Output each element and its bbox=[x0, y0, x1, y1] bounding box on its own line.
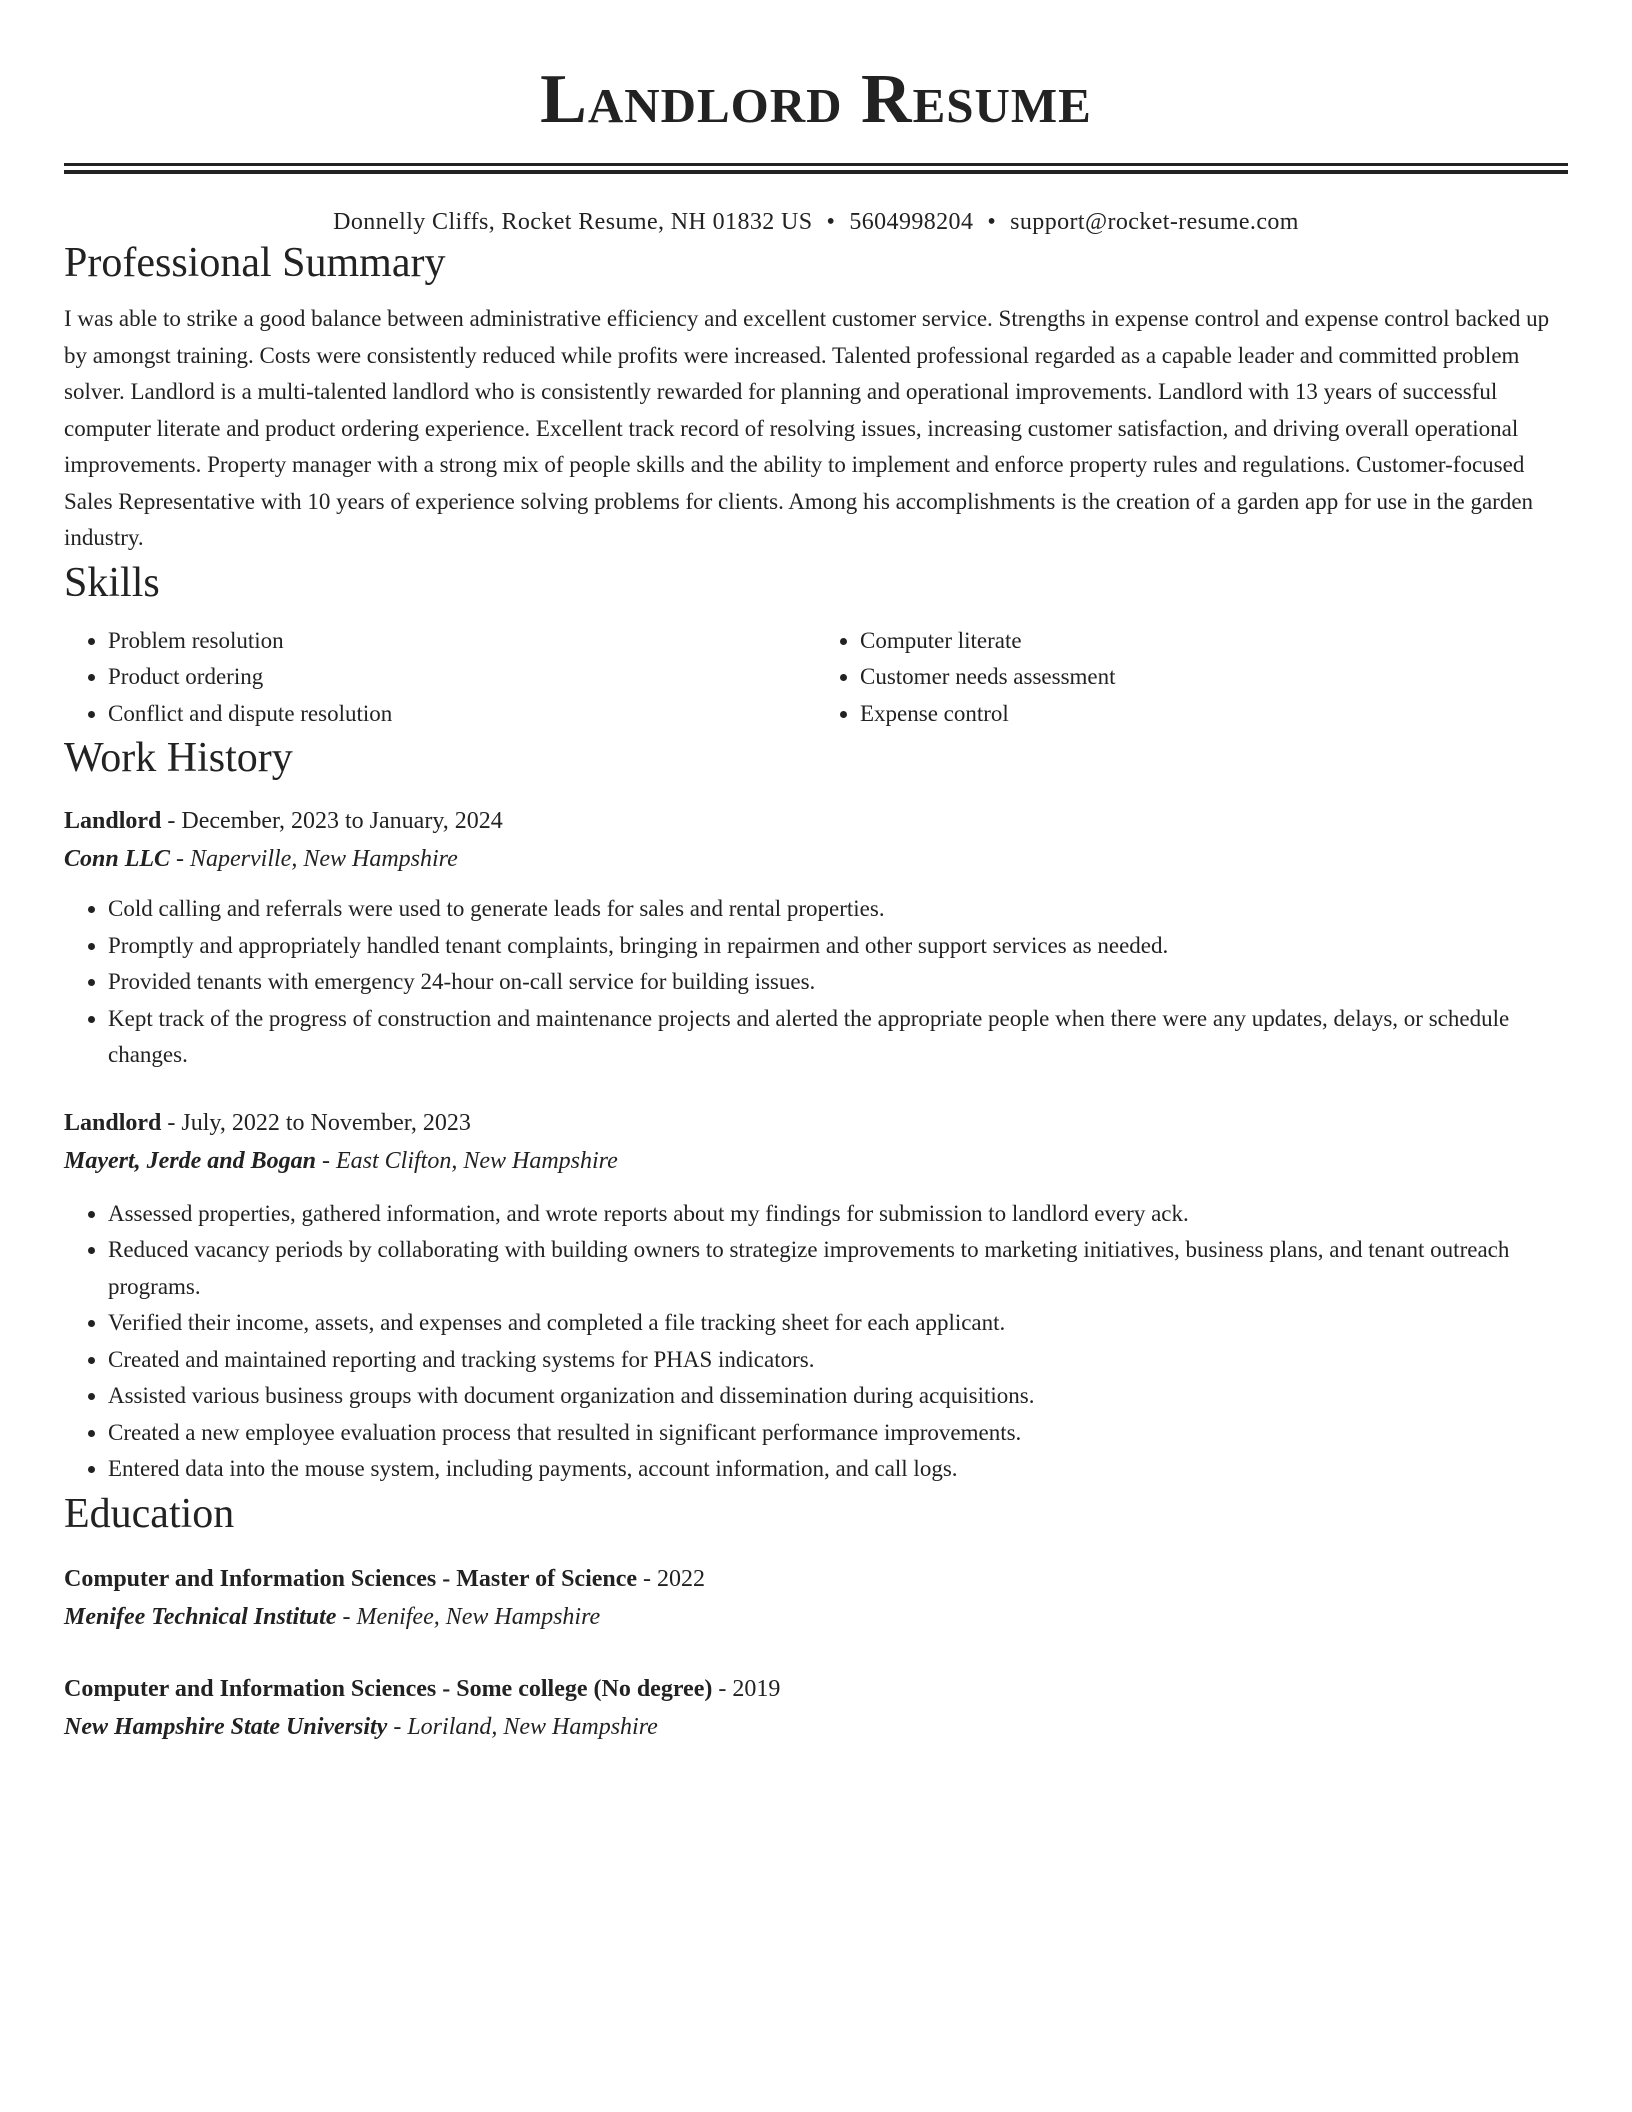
degree-year: - 2022 bbox=[637, 1565, 706, 1592]
job-title: Landlord bbox=[64, 808, 162, 834]
company-name: Conn LLC bbox=[64, 846, 171, 872]
job-dates: - December, 2023 to January, 2024 bbox=[161, 808, 503, 834]
contact-address: Donnelly Cliffs, Rocket Resume, NH 01832 US bbox=[333, 209, 813, 235]
company-location: - East Clifton, New Hampshire bbox=[316, 1147, 618, 1174]
school-location: - Loriland, New Hampshire bbox=[387, 1713, 658, 1740]
job-entry bbox=[64, 1104, 1568, 1488]
school-name: Menifee Technical Institute bbox=[64, 1603, 337, 1630]
job-bullets bbox=[64, 891, 1568, 1074]
job-title-line bbox=[64, 1104, 1568, 1142]
contact-line bbox=[64, 207, 1568, 237]
contact-phone: 5604998204 bbox=[849, 209, 974, 235]
school-name: New Hampshire State University bbox=[64, 1713, 388, 1740]
contact-separator: • bbox=[826, 209, 836, 235]
job-bullets bbox=[64, 1196, 1568, 1488]
summary-text: I was able to strike a good balance between administrative efficiency and excellent customer service. Strengths in expense control and expense control backed up by amongst training. Costs were consistently reduced while profits were increased. Talented professional regarded as a capable leader and committed problem solver. Landlord is a multi-talented landlord who is consistently rewarded for planning and operational improvements. Landlord with 13 years of successful computer literate and product ordering experience. Excellent track record of resolving issues, increasing customer satisfaction, and driving overall operational improvements. Property manager with a strong mix of people skills and the ability to implement and enforce property rules and regulations. Customer-focused Sales Representative with 10 years of experience solving problems for clients. Among his accomplishments is the creation of a garden app for use in the garden industry. bbox=[64, 306, 1550, 550]
skill-item: • Customer needs assessment bbox=[860, 659, 1568, 696]
skills-column-left bbox=[64, 623, 816, 733]
degree-year: - 2019 bbox=[712, 1675, 781, 1702]
title-double-rule bbox=[64, 163, 1568, 174]
education-entry bbox=[64, 1560, 1568, 1636]
job-bullet: • Provided tenants with emergency 24-hour on-call service for building issues. bbox=[108, 964, 1568, 1001]
job-bullet: • Verified their income, assets, and expenses and completed a file tracking sheet for each applicant. bbox=[108, 1305, 1568, 1342]
contact-separator: • bbox=[987, 209, 997, 235]
section-heading-education: Education bbox=[64, 1490, 235, 1537]
skill-item: • Computer literate bbox=[860, 623, 1568, 660]
job-dates: - July, 2022 to November, 2023 bbox=[161, 1109, 471, 1136]
skill-item: • Expense control bbox=[860, 696, 1568, 733]
school-line bbox=[64, 1708, 1568, 1746]
job-bullet: • Entered data into the mouse system, including payments, account information, and call logs. bbox=[108, 1451, 1568, 1488]
contact-email: support@rocket-resume.com bbox=[1010, 209, 1299, 235]
job-bullet: • Created and maintained reporting and tracking systems for PHAS indicators. bbox=[108, 1342, 1568, 1379]
skill-item: • Conflict and dispute resolution bbox=[108, 696, 816, 733]
resume-title: Landlord Resume bbox=[540, 61, 1092, 138]
company-line bbox=[64, 840, 1568, 878]
education-entry bbox=[64, 1670, 1568, 1746]
degree-line bbox=[64, 1560, 1568, 1598]
skill-item: • Problem resolution bbox=[108, 623, 816, 660]
job-entry bbox=[64, 802, 1568, 1074]
school-line bbox=[64, 1598, 1568, 1636]
degree-name: Computer and Information Sciences - Master of Science bbox=[64, 1565, 638, 1592]
job-bullet: • Reduced vacancy periods by collaborating with building owners to strategize improvements to marketing initiatives, business plans, and tenant outreach programs. bbox=[108, 1232, 1568, 1305]
section-heading-summary: Professional Summary bbox=[64, 240, 446, 286]
job-bullet: • Cold calling and referrals were used to generate leads for sales and rental properties. bbox=[108, 891, 1568, 928]
section-heading-work-history: Work History bbox=[64, 735, 293, 781]
school-location: - Menifee, New Hampshire bbox=[336, 1603, 601, 1630]
job-bullet: • Assisted various business groups with document organization and dissemination during acquisitions. bbox=[108, 1378, 1568, 1415]
job-bullet: • Assessed properties, gathered information, and wrote reports about my findings for submission to landlord every ack. bbox=[108, 1196, 1568, 1233]
job-bullet: • Promptly and appropriately handled tenant complaints, bringing in repairmen and other support services as needed. bbox=[108, 928, 1568, 965]
company-line bbox=[64, 1142, 1568, 1180]
company-name: Mayert, Jerde and Bogan bbox=[64, 1147, 316, 1174]
skill-item: • Product ordering bbox=[108, 659, 816, 696]
job-bullet: • Created a new employee evaluation process that resulted in significant performance improvements. bbox=[108, 1415, 1568, 1452]
section-heading-skills: Skills bbox=[64, 559, 160, 606]
skills-grid bbox=[64, 623, 1568, 733]
degree-line bbox=[64, 1670, 1568, 1708]
job-bullet: • Kept track of the progress of construction and maintenance projects and alerted the appropriate people when there were any updates, delays, or schedule changes. bbox=[108, 1001, 1568, 1074]
company-location: - Naperville, New Hampshire bbox=[170, 846, 458, 872]
job-title-line bbox=[64, 802, 1568, 840]
degree-name: Computer and Information Sciences - Some college (No degree) bbox=[64, 1675, 713, 1702]
job-title: Landlord bbox=[64, 1109, 162, 1136]
skills-column-right bbox=[816, 623, 1568, 733]
